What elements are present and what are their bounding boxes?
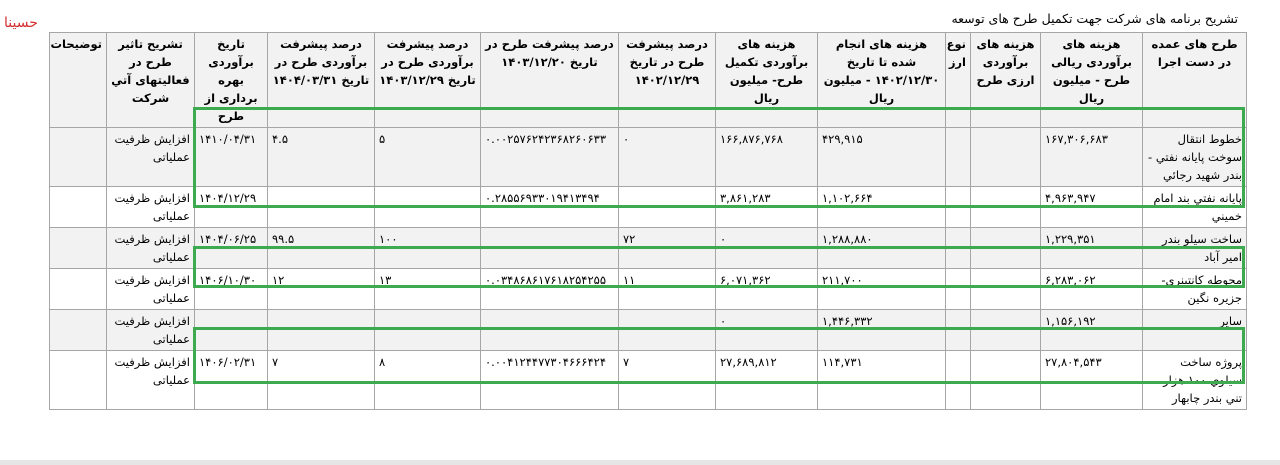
cell-rial-estimate: ۱,۱۵۶,۱۹۲	[1041, 310, 1143, 351]
cell-currency	[946, 187, 971, 228]
cell-est-progress-1404: ۴.۵	[268, 128, 375, 187]
cell-currency	[946, 351, 971, 410]
cell-est-progress-1403: ۸	[375, 351, 481, 410]
cell-effect: افزایش ظرفیت عملیاتی	[107, 187, 195, 228]
cell-notes	[50, 228, 107, 269]
cell-spent: ۴۲۹,۹۱۵	[818, 128, 946, 187]
cell-progress-1402: ۷	[619, 351, 716, 410]
cell-progress-1403: ۰.۰۳۴۸۶۸۶۱۷۶۱۸۲۵۴۲۵۵	[481, 269, 619, 310]
cell-fx-estimate	[971, 228, 1041, 269]
col-header-plan: طرح های عمده در دست اجرا	[1143, 33, 1247, 128]
cell-fx-estimate	[971, 310, 1041, 351]
cell-progress-1403: ۰.۰۰۴۱۲۴۴۷۷۳۰۴۶۶۶۴۲۴	[481, 351, 619, 410]
cell-to-complete: ۰	[716, 310, 818, 351]
cell-currency	[946, 269, 971, 310]
cell-spent: ۲۱۱,۷۰۰	[818, 269, 946, 310]
table-row	[50, 128, 1247, 187]
cell-operation-date: ۱۴۰۶/۱۰/۳۰	[195, 269, 268, 310]
window-bottom-edge	[0, 460, 1280, 465]
header-row	[50, 33, 1247, 128]
cell-notes	[50, 310, 107, 351]
cell-rial-estimate: ۲۷,۸۰۴,۵۴۳	[1041, 351, 1143, 410]
col-header-progress-1402: درصد پیشرفت طرح در تاریخ ۱۴۰۲/۱۲/۲۹	[619, 33, 716, 128]
cell-plan: محوطه کانتینري- جزیره نگین	[1143, 269, 1247, 310]
table-row	[50, 351, 1247, 410]
cell-est-progress-1404: ۷	[268, 351, 375, 410]
cell-est-progress-1404: ۹۹.۵	[268, 228, 375, 269]
table-row	[50, 269, 1247, 310]
cell-plan: پایانه نفتي بند امام خمیني	[1143, 187, 1247, 228]
cell-effect: افزایش ظرفیت عملیاتی	[107, 351, 195, 410]
cell-est-progress-1403: ۱۰۰	[375, 228, 481, 269]
cell-rial-estimate: ۴,۹۶۳,۹۴۷	[1041, 187, 1143, 228]
cell-progress-1403	[481, 228, 619, 269]
cell-est-progress-1403: ۵	[375, 128, 481, 187]
cell-currency	[946, 310, 971, 351]
table-row	[50, 228, 1247, 269]
cell-spent: ۱,۴۴۶,۳۳۲	[818, 310, 946, 351]
cell-operation-date	[195, 310, 268, 351]
cell-progress-1402: ۷۲	[619, 228, 716, 269]
cell-notes	[50, 269, 107, 310]
cell-to-complete: ۲۷,۶۸۹,۸۱۲	[716, 351, 818, 410]
cell-plan: سایر	[1143, 310, 1247, 351]
cell-est-progress-1403	[375, 310, 481, 351]
col-header-est-progress-1404: درصد پیشرفت برآوردی طرح در تاریخ ۱۴۰۴/۰۳/۳۱	[268, 33, 375, 128]
col-header-operation-date: تاریخ برآوردی بهره برداری از طرح	[195, 33, 268, 128]
col-header-to-complete: هزینه های برآوردی تکمیل طرح- میلیون ریال	[716, 33, 818, 128]
cell-rial-estimate: ۱,۲۲۹,۳۵۱	[1041, 228, 1143, 269]
cell-effect: افزایش ظرفیت عملیاتی	[107, 269, 195, 310]
cell-plan: ساخت سیلو بندر امیر آباد	[1143, 228, 1247, 269]
cell-est-progress-1404	[268, 187, 375, 228]
cell-fx-estimate	[971, 351, 1041, 410]
cell-notes	[50, 187, 107, 228]
cell-spent: ۱۱۴,۷۳۱	[818, 351, 946, 410]
cell-currency	[946, 228, 971, 269]
cell-notes	[50, 128, 107, 187]
cell-progress-1402: ۰	[619, 128, 716, 187]
cell-to-complete: ۱۶۶,۸۷۶,۷۶۸	[716, 128, 818, 187]
development-plans-table	[49, 32, 1247, 410]
col-header-spent: هزینه های انجام شده تا تاریخ ۱۴۰۲/۱۲/۳۰ - میلیون ریال	[818, 33, 946, 128]
cell-progress-1403	[481, 310, 619, 351]
cell-est-progress-1403: ۱۳	[375, 269, 481, 310]
cell-fx-estimate	[971, 187, 1041, 228]
cell-est-progress-1404: ۱۲	[268, 269, 375, 310]
col-header-progress-1403: درصد پیشرفت طرح در تاریخ ۱۴۰۳/۱۲/۲۰	[481, 33, 619, 128]
cell-est-progress-1404	[268, 310, 375, 351]
cell-effect: افزایش ظرفیت عملیاتی	[107, 128, 195, 187]
cell-plan: پروژه ساخت سیلوي ۱۰۰ هزار تني بندر چابهار	[1143, 351, 1247, 410]
cell-rial-estimate: ۱۶۷,۳۰۶,۶۸۳	[1041, 128, 1143, 187]
cell-operation-date: ۱۴۰۴/۰۶/۲۵	[195, 228, 268, 269]
cell-progress-1402: ۱۱	[619, 269, 716, 310]
cell-plan: خطوط انتقال سوخت پایانه نفتي - بندر شهید رجائي	[1143, 128, 1247, 187]
cell-progress-1402	[619, 187, 716, 228]
cell-to-complete: ۶,۰۷۱,۳۶۲	[716, 269, 818, 310]
cell-operation-date: ۱۴۰۴/۱۲/۲۹	[195, 187, 268, 228]
cell-rial-estimate: ۶,۲۸۳,۰۶۲	[1041, 269, 1143, 310]
table-row	[50, 310, 1247, 351]
col-header-effect: تشریح تاثیر طرح در فعالیتهای آتي شرکت	[107, 33, 195, 128]
cell-fx-estimate	[971, 269, 1041, 310]
col-header-notes: توضیحات	[50, 33, 107, 128]
cell-operation-date: ۱۴۱۰/۰۴/۳۱	[195, 128, 268, 187]
cell-progress-1403: ۰.۲۸۵۵۶۹۳۳۰۱۹۴۱۳۴۹۴	[481, 187, 619, 228]
cell-progress-1403: ۰.۰۰۲۵۷۶۲۴۲۳۶۸۲۶۰۶۳۳	[481, 128, 619, 187]
cell-effect: افزایش ظرفیت عملیاتی	[107, 228, 195, 269]
col-header-rial-estimate: هزینه های برآوردی ریالی طرح - میلیون ریال	[1041, 33, 1143, 128]
cell-effect: افزایش ظرفیت عملیاتی	[107, 310, 195, 351]
cell-currency	[946, 128, 971, 187]
col-header-est-progress-1403: درصد پیشرفت برآوردی طرح در تاریخ ۱۴۰۳/۱۲/۲۹	[375, 33, 481, 128]
table-row	[50, 187, 1247, 228]
cell-progress-1402	[619, 310, 716, 351]
col-header-fx-estimate: هزینه های برآوردی ارزی طرح	[971, 33, 1041, 128]
cell-spent: ۱,۱۰۲,۶۶۴	[818, 187, 946, 228]
cell-operation-date: ۱۴۰۶/۰۲/۳۱	[195, 351, 268, 410]
cell-to-complete: ۰	[716, 228, 818, 269]
cell-est-progress-1403	[375, 187, 481, 228]
report-title: تشریح برنامه های شرکت جهت تکمیل طرح های توسعه	[951, 11, 1238, 26]
cell-fx-estimate	[971, 128, 1041, 187]
cell-to-complete: ۳,۸۶۱,۲۸۳	[716, 187, 818, 228]
cell-notes	[50, 351, 107, 410]
cell-spent: ۱,۲۸۸,۸۸۰	[818, 228, 946, 269]
col-header-currency: نوع ارز	[946, 33, 971, 128]
signature-text: حسینا	[4, 15, 38, 31]
